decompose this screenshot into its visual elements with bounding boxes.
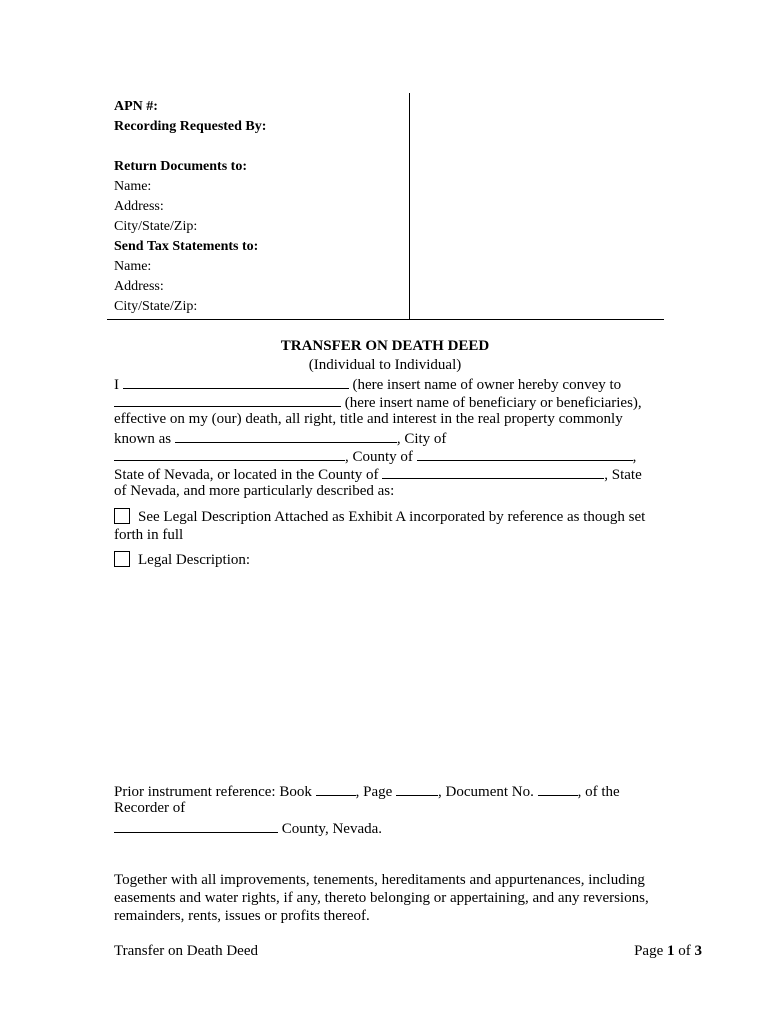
- county-of-label: , County of: [345, 449, 413, 465]
- page-word: Page: [634, 943, 664, 959]
- legal-description-checkbox[interactable]: [114, 551, 130, 567]
- owner-name-field[interactable]: [123, 374, 349, 389]
- located-county-field[interactable]: [382, 464, 604, 479]
- exhibit-a-label-continued: forth in full: [114, 527, 184, 543]
- county-field[interactable]: [417, 446, 633, 461]
- apn-label: APN #:: [114, 99, 158, 114]
- page-label: , Page: [355, 784, 393, 800]
- together-line-3: remainders, rents, issues or profits thereof.: [114, 908, 370, 924]
- tax-name-label: Name:: [114, 259, 152, 274]
- legal-description-label: Legal Description:: [138, 552, 251, 568]
- tax-address-label: Address:: [114, 279, 164, 294]
- header-horizontal-divider: [107, 319, 664, 320]
- owner-suffix: (here insert name of owner hereby convey to: [352, 377, 622, 393]
- prior-reference-line: [114, 781, 659, 800]
- body-line-6: [114, 464, 651, 483]
- recorder-county-field[interactable]: [114, 818, 278, 833]
- body-line-4: [114, 428, 651, 447]
- located-in-county-label: State of Nevada, or located in the County of: [114, 467, 379, 483]
- spacer: [114, 137, 410, 157]
- beneficiary-suffix: (here insert name of beneficiary or beneficiaries),: [344, 395, 642, 411]
- document-no-label: , Document No.: [438, 784, 534, 800]
- exhibit-a-label: See Legal Description Attached as Exhibit A incorporated by reference as though set: [138, 509, 646, 525]
- county-nevada-line: [114, 818, 651, 837]
- owner-prefix: I: [114, 377, 119, 393]
- tax-statements-heading: Send Tax Statements to:: [114, 239, 259, 254]
- current-page: 1: [667, 943, 675, 959]
- body-line-7: of Nevada, and more particularly described as:: [114, 483, 395, 499]
- total-pages: 3: [694, 943, 702, 959]
- page-field[interactable]: [396, 781, 438, 796]
- state-label: , State: [604, 467, 642, 483]
- body-line-3: effective on my (our) death, all right, title and interest in the real property commonly: [114, 411, 623, 427]
- together-line-2: easements and water rights, if any, thereto belonging or appertaining, and any reversions,: [114, 890, 649, 906]
- exhibit-a-checkbox[interactable]: [114, 508, 130, 524]
- book-field[interactable]: [316, 781, 356, 796]
- together-line-1: Together with all improvements, tenements, hereditaments and appurtenances, including: [114, 872, 645, 888]
- property-name-field[interactable]: [175, 428, 397, 443]
- return-name-label: Name:: [114, 179, 152, 194]
- body-line-5: [114, 446, 651, 465]
- return-city-label: City/State/Zip:: [114, 219, 198, 234]
- deed-subtitle: (Individual to Individual): [308, 357, 462, 373]
- deed-title: TRANSFER ON DEATH DEED: [280, 338, 490, 354]
- comma: ,: [632, 449, 637, 465]
- document-no-field[interactable]: [538, 781, 578, 796]
- recording-header: [114, 97, 410, 317]
- footer-document-name: Transfer on Death Deed: [114, 943, 258, 959]
- body-line-1: [114, 374, 651, 393]
- body-line-2: [114, 392, 651, 411]
- tax-city-label: City/State/Zip:: [114, 299, 198, 314]
- footer-page-number: [634, 943, 702, 960]
- known-as-label: known as: [114, 431, 172, 447]
- city-of-label: , City of: [396, 431, 447, 447]
- book-label: Prior instrument reference: Book: [114, 784, 312, 800]
- return-documents-heading: Return Documents to:: [114, 159, 247, 174]
- of-the-label: , of the: [577, 784, 620, 800]
- header-vertical-divider: [409, 93, 410, 319]
- recording-requested-label: Recording Requested By:: [114, 119, 267, 134]
- recorder-of-line: Recorder of: [114, 800, 186, 816]
- city-field[interactable]: [114, 446, 345, 461]
- county-nevada-label: County, Nevada.: [281, 821, 383, 837]
- of-word: of: [678, 943, 691, 959]
- beneficiary-name-field[interactable]: [114, 392, 341, 407]
- return-address-label: Address:: [114, 199, 164, 214]
